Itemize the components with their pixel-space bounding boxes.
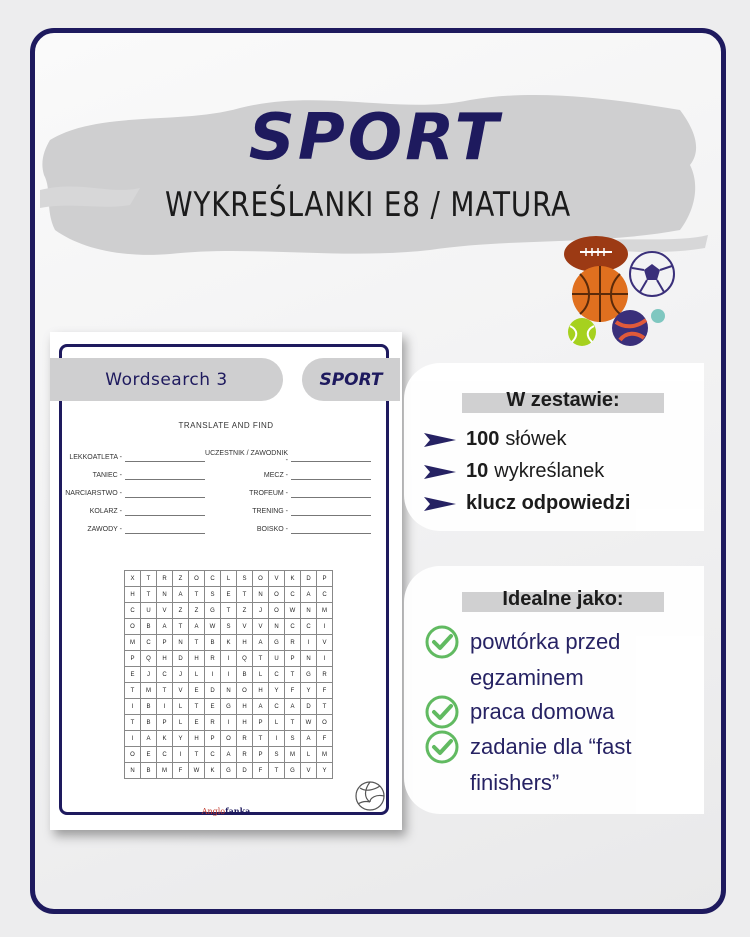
grid-cell[interactable]: A bbox=[157, 619, 173, 635]
grid-cell[interactable]: H bbox=[157, 651, 173, 667]
grid-cell[interactable]: Y bbox=[301, 683, 317, 699]
answer-line[interactable] bbox=[291, 525, 371, 534]
wordsearch-grid bbox=[124, 570, 333, 779]
vocab-item bbox=[64, 448, 205, 466]
grid-cell[interactable]: M bbox=[125, 635, 141, 651]
grid-cell[interactable]: E bbox=[189, 715, 205, 731]
grid-row bbox=[125, 603, 333, 619]
worksheet-title: Wordsearch 3 bbox=[50, 358, 283, 401]
ideal-item bbox=[424, 624, 620, 696]
feature-text: słówek bbox=[505, 428, 567, 450]
grid-cell[interactable]: P bbox=[157, 635, 173, 651]
grid-cell[interactable]: F bbox=[173, 763, 189, 779]
grid-cell[interactable]: S bbox=[221, 619, 237, 635]
grid-cell[interactable]: K bbox=[205, 763, 221, 779]
grid-cell[interactable]: G bbox=[269, 635, 285, 651]
grid-cell[interactable]: D bbox=[301, 571, 317, 587]
check-circle-icon bbox=[424, 694, 460, 730]
grid-cell[interactable]: J bbox=[141, 667, 157, 683]
grid-cell[interactable]: Q bbox=[141, 651, 157, 667]
grid-cell[interactable]: Z bbox=[237, 603, 253, 619]
grid-cell[interactable]: C bbox=[285, 587, 301, 603]
grid-cell[interactable]: T bbox=[157, 683, 173, 699]
grid-cell[interactable]: C bbox=[205, 571, 221, 587]
ideal-line: egzaminem bbox=[470, 665, 584, 690]
feature-item bbox=[424, 428, 567, 451]
grid-cell[interactable]: V bbox=[253, 619, 269, 635]
grid-cell[interactable]: B bbox=[141, 619, 157, 635]
grid-cell[interactable]: A bbox=[253, 635, 269, 651]
grid-cell[interactable]: H bbox=[253, 683, 269, 699]
vocab-list-left bbox=[64, 448, 205, 538]
ideal-line: praca domowa bbox=[470, 699, 615, 724]
grid-cell[interactable]: P bbox=[253, 715, 269, 731]
grid-cell[interactable]: T bbox=[141, 587, 157, 603]
worksheet-instruction: TRANSLATE AND FIND bbox=[178, 421, 274, 430]
grid-cell[interactable]: C bbox=[205, 747, 221, 763]
grid-cell[interactable]: Z bbox=[189, 603, 205, 619]
vocab-item bbox=[64, 484, 205, 502]
grid-cell[interactable]: D bbox=[237, 763, 253, 779]
grid-cell[interactable]: W bbox=[189, 763, 205, 779]
grid-cell[interactable]: G bbox=[205, 603, 221, 619]
grid-cell[interactable]: O bbox=[269, 587, 285, 603]
grid-cell[interactable]: W bbox=[285, 603, 301, 619]
ideal-heading-bar bbox=[462, 588, 664, 612]
grid-row bbox=[125, 747, 333, 763]
grid-cell[interactable]: F bbox=[317, 731, 333, 747]
grid-cell[interactable]: H bbox=[125, 587, 141, 603]
grid-cell[interactable]: C bbox=[269, 667, 285, 683]
grid-cell[interactable]: V bbox=[269, 571, 285, 587]
grid-cell[interactable]: V bbox=[301, 763, 317, 779]
grid-cell[interactable]: M bbox=[285, 747, 301, 763]
grid-cell[interactable]: W bbox=[205, 619, 221, 635]
grid-cell[interactable]: F bbox=[285, 683, 301, 699]
feature-bold: 100 bbox=[466, 428, 500, 450]
grid-cell[interactable]: T bbox=[317, 699, 333, 715]
grid-cell[interactable]: L bbox=[173, 699, 189, 715]
grid-cell[interactable]: I bbox=[205, 667, 221, 683]
grid-cell[interactable]: U bbox=[269, 651, 285, 667]
ideal-line: finishers” bbox=[470, 770, 560, 795]
grid-cell[interactable]: S bbox=[237, 571, 253, 587]
grid-cell[interactable]: R bbox=[205, 715, 221, 731]
brand-part-b: fanka bbox=[225, 806, 251, 816]
ideal-for-panel bbox=[404, 566, 704, 814]
grid-cell[interactable]: T bbox=[141, 571, 157, 587]
grid-row bbox=[125, 619, 333, 635]
grid-cell[interactable]: T bbox=[285, 715, 301, 731]
grid-cell[interactable]: P bbox=[285, 651, 301, 667]
grid-row bbox=[125, 651, 333, 667]
grid-cell[interactable]: T bbox=[253, 651, 269, 667]
grid-cell[interactable]: N bbox=[125, 763, 141, 779]
grid-cell[interactable]: G bbox=[301, 667, 317, 683]
grid-cell[interactable]: L bbox=[189, 667, 205, 683]
grid-cell[interactable]: T bbox=[269, 763, 285, 779]
vocab-item bbox=[202, 466, 371, 484]
grid-cell[interactable]: H bbox=[189, 731, 205, 747]
answer-line[interactable] bbox=[125, 471, 205, 480]
features-heading: W zestawie: bbox=[506, 389, 620, 411]
grid-cell[interactable]: L bbox=[269, 715, 285, 731]
grid-cell[interactable]: T bbox=[189, 587, 205, 603]
answer-line[interactable] bbox=[125, 507, 205, 516]
grid-cell[interactable]: M bbox=[317, 747, 333, 763]
grid-cell[interactable]: C bbox=[285, 619, 301, 635]
grid-cell[interactable]: K bbox=[221, 635, 237, 651]
grid-cell[interactable]: R bbox=[205, 651, 221, 667]
worksheet-preview bbox=[50, 332, 402, 830]
vocab-term: UCZESTNIK / ZAWODNIK - bbox=[205, 450, 288, 464]
features-panel bbox=[404, 363, 704, 531]
grid-cell[interactable]: G bbox=[221, 699, 237, 715]
grid-cell[interactable]: O bbox=[189, 571, 205, 587]
grid-cell[interactable]: T bbox=[189, 635, 205, 651]
vocab-term: KOLARZ - bbox=[89, 507, 122, 515]
grid-cell[interactable]: T bbox=[253, 731, 269, 747]
grid-cell[interactable]: U bbox=[141, 603, 157, 619]
grid-cell[interactable]: H bbox=[237, 635, 253, 651]
grid-cell[interactable]: B bbox=[205, 635, 221, 651]
grid-cell[interactable]: A bbox=[173, 587, 189, 603]
vocab-item bbox=[202, 484, 371, 502]
sports-balls-icon bbox=[560, 232, 680, 352]
grid-cell[interactable]: O bbox=[221, 731, 237, 747]
grid-cell[interactable]: L bbox=[253, 667, 269, 683]
answer-line[interactable] bbox=[291, 453, 371, 462]
grid-row bbox=[125, 635, 333, 651]
vocab-term: MECZ - bbox=[263, 471, 288, 479]
grid-cell[interactable]: V bbox=[237, 619, 253, 635]
grid-cell[interactable]: I bbox=[125, 699, 141, 715]
grid-cell[interactable]: J bbox=[173, 667, 189, 683]
brand-logo bbox=[50, 806, 402, 816]
grid-cell[interactable]: C bbox=[269, 699, 285, 715]
grid-row bbox=[125, 763, 333, 779]
feature-bold: 10 bbox=[466, 460, 489, 482]
vocab-item bbox=[64, 520, 205, 538]
vocab-term: BOISKO - bbox=[256, 525, 288, 533]
grid-cell[interactable]: R bbox=[157, 571, 173, 587]
grid-cell[interactable]: I bbox=[157, 699, 173, 715]
grid-cell[interactable]: M bbox=[141, 683, 157, 699]
grid-cell[interactable]: V bbox=[173, 683, 189, 699]
grid-row bbox=[125, 699, 333, 715]
vocab-term: TANIEC - bbox=[92, 471, 122, 479]
grid-cell[interactable]: E bbox=[141, 747, 157, 763]
grid-cell[interactable]: T bbox=[237, 587, 253, 603]
grid-cell[interactable]: A bbox=[141, 731, 157, 747]
grid-row bbox=[125, 667, 333, 683]
grid-cell[interactable]: A bbox=[253, 699, 269, 715]
grid-cell[interactable]: I bbox=[317, 651, 333, 667]
grid-cell[interactable]: I bbox=[317, 619, 333, 635]
grid-cell[interactable]: E bbox=[205, 699, 221, 715]
grid-cell[interactable]: V bbox=[317, 635, 333, 651]
answer-line[interactable] bbox=[125, 453, 205, 462]
answer-line[interactable] bbox=[291, 489, 371, 498]
grid-cell[interactable]: R bbox=[237, 731, 253, 747]
feature-text: wykreślanek bbox=[494, 460, 605, 482]
grid-cell[interactable]: X bbox=[125, 571, 141, 587]
grid-cell[interactable]: H bbox=[189, 651, 205, 667]
grid-cell[interactable]: P bbox=[253, 747, 269, 763]
grid-cell[interactable]: C bbox=[141, 635, 157, 651]
grid-cell[interactable]: H bbox=[237, 715, 253, 731]
arrow-right-icon bbox=[424, 465, 456, 479]
grid-row bbox=[125, 715, 333, 731]
grid-cell[interactable]: P bbox=[317, 571, 333, 587]
grid-cell[interactable]: E bbox=[125, 667, 141, 683]
grid-row bbox=[125, 731, 333, 747]
grid-cell[interactable]: T bbox=[173, 619, 189, 635]
grid-cell[interactable]: O bbox=[269, 603, 285, 619]
check-circle-icon bbox=[424, 624, 460, 660]
check-circle-icon bbox=[424, 729, 460, 765]
brand-part-a: Anglo bbox=[201, 807, 226, 816]
grid-row bbox=[125, 683, 333, 699]
ideal-line: zadanie dla “fast bbox=[470, 734, 632, 759]
grid-cell[interactable]: B bbox=[141, 699, 157, 715]
grid-cell[interactable]: N bbox=[301, 651, 317, 667]
vocab-term: TRENING - bbox=[252, 507, 288, 515]
grid-cell[interactable]: A bbox=[189, 619, 205, 635]
feature-bold: klucz odpowiedzi bbox=[466, 492, 631, 514]
grid-cell[interactable]: S bbox=[285, 731, 301, 747]
ideal-heading: Idealne jako: bbox=[502, 588, 624, 610]
grid-cell[interactable]: D bbox=[301, 699, 317, 715]
grid-cell[interactable]: O bbox=[125, 747, 141, 763]
grid-cell[interactable]: A bbox=[301, 587, 317, 603]
grid-cell[interactable]: C bbox=[157, 667, 173, 683]
grid-cell[interactable]: R bbox=[285, 635, 301, 651]
grid-cell[interactable]: N bbox=[221, 683, 237, 699]
page-subtitle: WYKREŚLANKI E8 / MATURA bbox=[164, 185, 572, 225]
grid-cell[interactable]: I bbox=[221, 667, 237, 683]
grid-cell[interactable]: S bbox=[205, 587, 221, 603]
features-heading-bar bbox=[462, 389, 664, 413]
feature-item bbox=[424, 460, 604, 483]
grid-cell[interactable]: L bbox=[221, 571, 237, 587]
grid-cell[interactable]: Y bbox=[173, 731, 189, 747]
grid-cell[interactable]: I bbox=[221, 715, 237, 731]
grid-cell[interactable]: P bbox=[205, 731, 221, 747]
ideal-item bbox=[424, 729, 631, 801]
grid-cell[interactable]: E bbox=[221, 587, 237, 603]
grid-cell[interactable]: D bbox=[173, 651, 189, 667]
answer-line[interactable] bbox=[291, 507, 371, 516]
grid-cell[interactable]: I bbox=[221, 651, 237, 667]
vocab-item bbox=[202, 502, 371, 520]
grid-cell[interactable]: Z bbox=[173, 571, 189, 587]
grid-cell[interactable]: B bbox=[237, 667, 253, 683]
grid-cell[interactable]: L bbox=[301, 747, 317, 763]
vocab-item bbox=[64, 502, 205, 520]
grid-cell[interactable]: I bbox=[125, 731, 141, 747]
grid-cell[interactable]: O bbox=[237, 683, 253, 699]
grid-cell[interactable]: G bbox=[221, 763, 237, 779]
grid-cell[interactable]: H bbox=[237, 699, 253, 715]
grid-cell[interactable]: R bbox=[237, 747, 253, 763]
grid-cell[interactable]: F bbox=[253, 763, 269, 779]
grid-cell[interactable]: A bbox=[301, 731, 317, 747]
arrow-right-icon bbox=[424, 497, 456, 511]
grid-cell[interactable]: O bbox=[317, 715, 333, 731]
grid-cell[interactable]: N bbox=[269, 619, 285, 635]
grid-cell[interactable]: C bbox=[301, 619, 317, 635]
vocab-term: NARCIARSTWO - bbox=[65, 489, 122, 497]
grid-cell[interactable]: O bbox=[125, 619, 141, 635]
grid-cell[interactable]: C bbox=[317, 587, 333, 603]
grid-cell[interactable]: T bbox=[285, 667, 301, 683]
grid-cell[interactable]: P bbox=[157, 715, 173, 731]
grid-cell[interactable]: B bbox=[141, 763, 157, 779]
grid-cell[interactable]: T bbox=[125, 683, 141, 699]
grid-cell[interactable]: M bbox=[317, 603, 333, 619]
grid-cell[interactable]: N bbox=[253, 587, 269, 603]
arrow-right-icon bbox=[424, 433, 456, 447]
grid-cell[interactable]: F bbox=[317, 683, 333, 699]
answer-line[interactable] bbox=[125, 525, 205, 534]
grid-row bbox=[125, 587, 333, 603]
worksheet-topic: SPORT bbox=[302, 358, 400, 401]
grid-cell[interactable]: Y bbox=[269, 683, 285, 699]
feature-item bbox=[424, 492, 636, 515]
grid-cell[interactable]: K bbox=[285, 571, 301, 587]
ideal-item bbox=[424, 694, 614, 730]
grid-cell[interactable]: N bbox=[173, 635, 189, 651]
grid-cell[interactable]: P bbox=[125, 651, 141, 667]
grid-cell[interactable]: C bbox=[125, 603, 141, 619]
grid-cell[interactable]: Z bbox=[173, 603, 189, 619]
grid-row bbox=[125, 571, 333, 587]
grid-cell[interactable]: Y bbox=[317, 763, 333, 779]
vocab-term: TROFEUM - bbox=[249, 489, 288, 497]
grid-cell[interactable]: I bbox=[269, 731, 285, 747]
grid-cell[interactable]: I bbox=[173, 747, 189, 763]
grid-cell[interactable]: T bbox=[189, 747, 205, 763]
vocab-item bbox=[202, 520, 371, 538]
grid-cell[interactable]: G bbox=[285, 763, 301, 779]
grid-cell[interactable]: W bbox=[301, 715, 317, 731]
grid-cell[interactable]: B bbox=[141, 715, 157, 731]
grid-cell[interactable]: I bbox=[301, 635, 317, 651]
vocab-list-right bbox=[202, 448, 371, 538]
grid-cell[interactable]: T bbox=[189, 699, 205, 715]
grid-cell[interactable]: C bbox=[157, 747, 173, 763]
ideal-line: powtórka przed bbox=[470, 629, 621, 654]
grid-cell[interactable]: D bbox=[205, 683, 221, 699]
grid-cell[interactable]: M bbox=[157, 763, 173, 779]
vocab-item bbox=[202, 448, 371, 466]
grid-cell[interactable]: S bbox=[269, 747, 285, 763]
answer-line[interactable] bbox=[291, 471, 371, 480]
vocab-term: ZAWODY - bbox=[87, 525, 122, 533]
grid-cell[interactable]: T bbox=[221, 603, 237, 619]
grid-cell[interactable]: N bbox=[157, 587, 173, 603]
vocab-term: LEKKOATLETA - bbox=[69, 453, 122, 461]
vocab-item bbox=[64, 466, 205, 484]
grid-cell[interactable]: Q bbox=[237, 651, 253, 667]
grid-cell[interactable]: V bbox=[157, 603, 173, 619]
grid-cell[interactable]: E bbox=[189, 683, 205, 699]
page-title: SPORT bbox=[248, 101, 502, 175]
grid-cell[interactable]: R bbox=[317, 667, 333, 683]
grid-cell[interactable]: N bbox=[301, 603, 317, 619]
grid-cell[interactable]: A bbox=[221, 747, 237, 763]
answer-line[interactable] bbox=[125, 489, 205, 498]
grid-cell[interactable]: O bbox=[253, 571, 269, 587]
grid-cell[interactable]: K bbox=[157, 731, 173, 747]
grid-cell[interactable]: T bbox=[125, 715, 141, 731]
grid-cell[interactable]: J bbox=[253, 603, 269, 619]
grid-cell[interactable]: A bbox=[285, 699, 301, 715]
grid-cell[interactable]: L bbox=[173, 715, 189, 731]
